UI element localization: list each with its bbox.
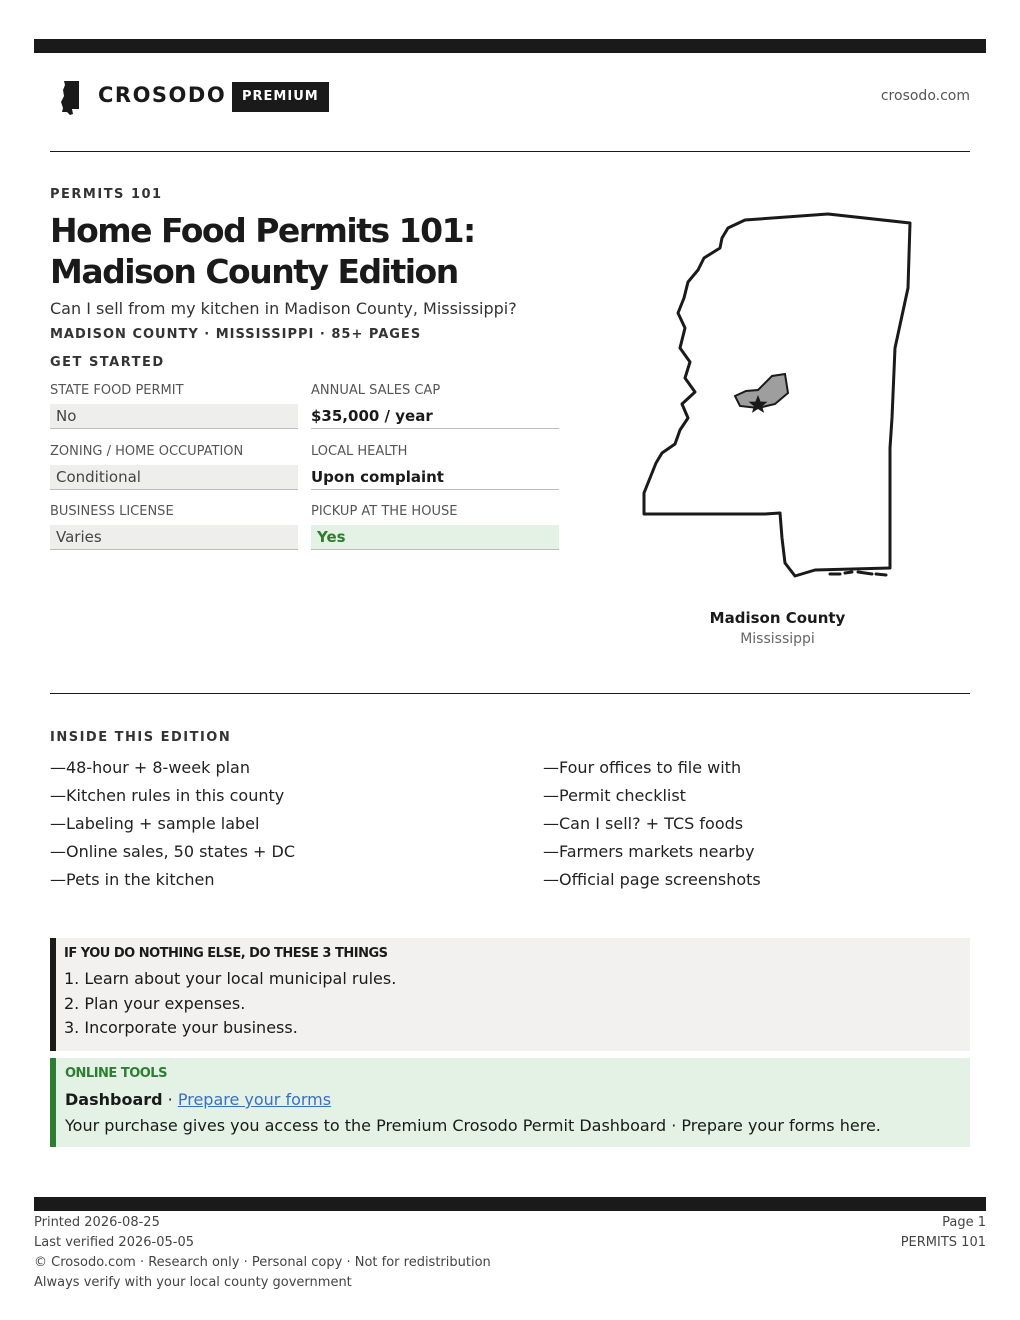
field-label: PICKUP AT THE HOUSE (311, 504, 458, 519)
dashboard-label: Dashboard (65, 1090, 163, 1109)
printed-date: Printed 2026-08-25 (34, 1215, 160, 1230)
map-county-name: Madison County (709, 609, 846, 627)
header-divider (50, 151, 970, 152)
list-item: —Official page screenshots (543, 870, 761, 889)
inside-list-left (50, 758, 295, 898)
callout-item: 2. Plan your expenses. (64, 993, 246, 1013)
verify-note: Always verify with your local county government (34, 1275, 352, 1290)
local-health (311, 442, 559, 490)
callout-heading: IF YOU DO NOTHING ELSE, DO THESE 3 THINGS (64, 946, 388, 961)
field-value: $35,000 / year (311, 404, 559, 429)
field-label: ZONING / HOME OCCUPATION (50, 444, 244, 459)
inside-list-right (543, 758, 761, 898)
tools-description: Your purchase gives you access to the Premium Crosodo Permit Dashboard · Prepare your forms here. (65, 1116, 881, 1135)
eyebrow: PERMITS 101 (50, 187, 163, 202)
zoning-home-occupation (50, 442, 298, 490)
field-label: STATE FOOD PERMIT (50, 383, 184, 398)
state-map (640, 208, 920, 583)
pickup-at-house (311, 502, 559, 550)
page-number: Page 1 (942, 1215, 986, 1230)
list-item: —Farmers markets nearby (543, 842, 755, 861)
footer-left (34, 1213, 491, 1293)
three-things-callout (50, 938, 970, 1051)
separator: · (162, 1090, 178, 1109)
section-divider (50, 693, 970, 694)
copyright: © Crosodo.com · Research only · Personal copy · Not for redistribution (34, 1255, 491, 1270)
callout-item: 3. Incorporate your business. (64, 1018, 298, 1037)
online-tools-box (50, 1058, 970, 1147)
list-item: —Pets in the kitchen (50, 870, 215, 889)
meta-line: MADISON COUNTY · MISSISSIPPI · 85+ PAGES (50, 327, 422, 342)
coast-dashes (830, 572, 886, 575)
annual-sales-cap (311, 381, 559, 429)
tools-links (65, 1087, 970, 1113)
map-state-name: Mississippi (740, 631, 815, 647)
callout-item: 1. Learn about your local municipal rules. (64, 969, 397, 988)
list-item: —48-hour + 8-week plan (50, 758, 250, 777)
premium-badge: PREMIUM (232, 82, 329, 112)
mississippi-logo-icon (60, 80, 82, 116)
top-bar (34, 39, 986, 53)
field-label: BUSINESS LICENSE (50, 504, 174, 519)
list-item: —Kitchen rules in this county (50, 786, 285, 805)
field-label: ANNUAL SALES CAP (311, 383, 441, 398)
tools-heading: ONLINE TOOLS (65, 1066, 167, 1081)
get-started-heading: GET STARTED (50, 355, 165, 370)
field-value: No (50, 404, 298, 429)
list-item: —Labeling + sample label (50, 814, 260, 833)
page-title (50, 210, 570, 292)
field-value: Yes (311, 525, 559, 550)
bottom-bar (34, 1197, 986, 1211)
field-value: Varies (50, 525, 298, 550)
list-item: —Online sales, 50 states + DC (50, 842, 296, 861)
field-value: Upon complaint (311, 465, 559, 490)
title-line-2: Madison County Edition (50, 252, 458, 291)
subtitle: Can I sell from my kitchen in Madison County, Mississippi? (50, 299, 517, 318)
title-line-1: Home Food Permits 101: (50, 211, 475, 250)
prepare-forms-link[interactable]: Prepare your forms (177, 1090, 332, 1109)
field-value: Conditional (50, 465, 298, 490)
footer-section: PERMITS 101 (900, 1235, 986, 1250)
state-food-permit (50, 381, 298, 429)
brand-name: CROSODO (98, 83, 227, 107)
header (50, 78, 970, 118)
inside-heading: INSIDE THIS EDITION (50, 730, 232, 745)
list-item: —Four offices to file with (543, 758, 742, 777)
footer-right (901, 1213, 986, 1253)
field-label: LOCAL HEALTH (311, 444, 408, 459)
list-item: —Can I sell? + TCS foods (543, 814, 744, 833)
list-item: —Permit checklist (543, 786, 686, 805)
business-license (50, 502, 298, 550)
site-url[interactable]: crosodo.com (880, 88, 970, 104)
verified-date: Last verified 2026-05-05 (34, 1235, 194, 1250)
